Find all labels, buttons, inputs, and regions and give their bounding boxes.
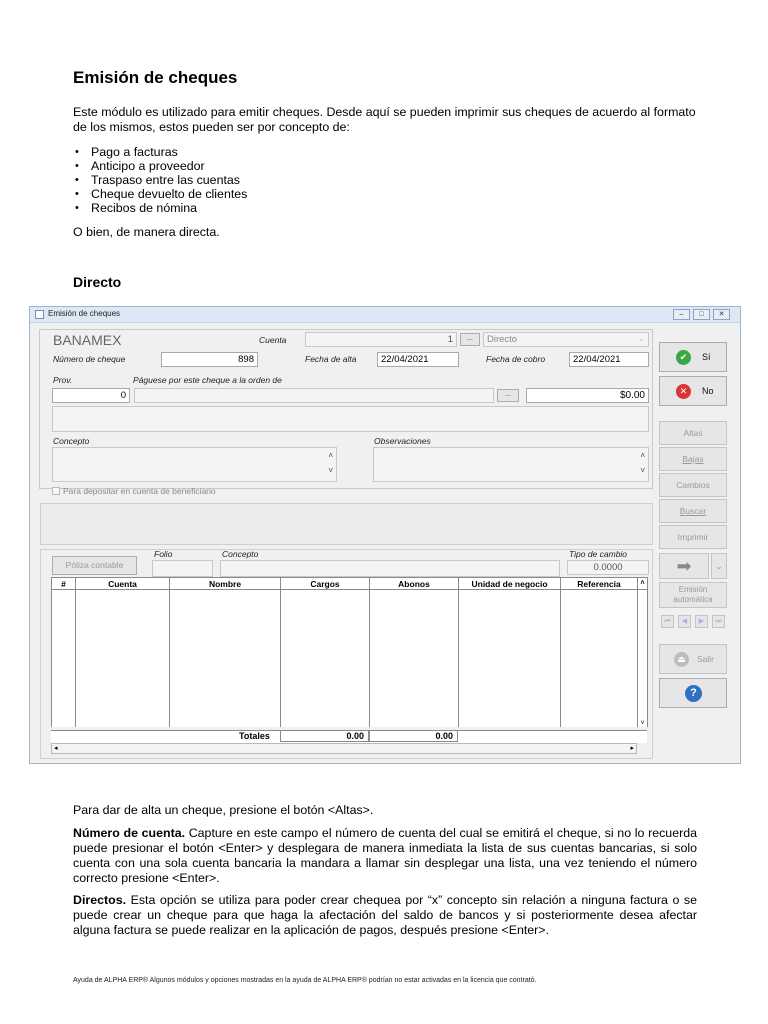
app-icon [35, 310, 44, 319]
total-abonos: 0.00 [369, 730, 458, 742]
chevron-down-icon[interactable]: ⌄ [711, 553, 727, 579]
prev-record-icon[interactable]: ◀ [678, 615, 691, 628]
page-title: Emisión de cheques [73, 68, 238, 87]
numero-cuenta-paragraph [73, 826, 697, 886]
observaciones-label: Observaciones [374, 436, 431, 446]
maximize-icon[interactable]: □ [693, 309, 710, 320]
salir-label: Salir [697, 654, 715, 664]
imprimir-button[interactable]: Imprimir [659, 525, 727, 549]
list-item: • Cheque devuelto de clientes [73, 187, 247, 201]
total-cargos: 0.00 [280, 730, 369, 742]
tipo-select[interactable] [483, 332, 649, 347]
scroll-down-icon[interactable]: ˅ [640, 466, 645, 475]
direct-line: O bien, de manera directa. [73, 225, 220, 239]
list-item: • Pago a facturas [73, 145, 247, 159]
list-item: • Anticipo a proveedor [73, 159, 247, 173]
intro-paragraph: Este módulo es utilizado para emitir cheques. Desde aquí se pueden imprimir sus cheques de acuerdo al formato de los mismos, estos pueden ser por concepto de: [73, 105, 696, 134]
depositar-checkbox[interactable] [52, 487, 60, 495]
info-strip [40, 503, 653, 545]
amount-display: $0.00 [526, 388, 649, 403]
bajas-label: Bajas [682, 454, 704, 464]
concepto-textarea[interactable] [52, 447, 337, 482]
list-item: • Traspaso entre las cuentas [73, 173, 247, 187]
para-alta-paragraph: Para dar de alta un cheque, presione el botón <Altas>. [73, 803, 374, 817]
buscar-label: Buscar [679, 506, 707, 516]
depositar-label: Para depositar en cuenta de beneficiario [63, 486, 216, 496]
fecha-alta-label: Fecha de alta [305, 354, 357, 364]
poliza-grid [51, 577, 648, 727]
last-record-icon[interactable]: ⏭ [712, 615, 725, 628]
col-header[interactable]: Cuenta [76, 578, 170, 590]
chevron-down-icon: ⌄ [638, 334, 645, 343]
folio-label: Folio [154, 549, 173, 559]
amount-words-box [52, 406, 649, 432]
cuenta-label: Cuenta [259, 335, 287, 345]
cheque-window [29, 306, 741, 764]
directos-text: Esta opción se utiliza para poder crear chequea por “x” concepto sin relación a ninguna factura o se puede crear un cheque para que haga la afectación del saldo de bancos y si posteriormente desea afectar alguna factura se puede realizar en la aplicación de pagos, después presione <Enter>. [73, 893, 697, 937]
footer-note: Ayuda de ALPHA ERP® Algunos módulos y opciones mostradas en la ayuda de ALPHA ERP® podrían no estar activadas en la licencia que contrató. [73, 977, 537, 984]
check-icon: ✔ [676, 350, 691, 365]
col-header[interactable]: Cargos [281, 578, 370, 590]
folio-input[interactable] [152, 560, 213, 577]
scroll-down-icon[interactable]: ˅ [328, 466, 333, 475]
no-label: No [702, 386, 714, 396]
numero-cuenta-text: Capture en este campo el número de cuenta del cual se emitirá el cheque, si no lo recuerda puede presionar el botón <Enter> y desplegara de manera inmediata la lista de sus cuentas bancarias, si solo cuenta con una sola cuenta bancaria la mandara a llamar sin desplegar una lista, una vez teniendo el número correcto presione <Enter>. [73, 826, 697, 885]
directos-paragraph [73, 893, 697, 938]
scroll-up-icon[interactable]: ˄ [638, 578, 648, 590]
x-icon: ✕ [676, 384, 691, 399]
col-header[interactable]: Unidad de negocio [459, 578, 561, 590]
list-item: • Recibos de nómina [73, 201, 247, 215]
paguese-label: Páguese por este cheque a la orden de [133, 375, 282, 385]
observaciones-textarea[interactable] [373, 447, 649, 482]
minimize-icon[interactable]: – [673, 309, 690, 320]
altas-button[interactable]: Altas [659, 421, 727, 445]
directos-term: Directos. [73, 893, 127, 907]
title-bar [30, 307, 740, 323]
scroll-down-icon[interactable]: ˅ [638, 590, 648, 727]
cambios-button[interactable]: Cambios [659, 473, 727, 497]
close-icon[interactable]: ✕ [713, 309, 730, 320]
concepto-label: Concepto [53, 436, 90, 446]
col-header[interactable]: Referencia [561, 578, 638, 590]
scroll-up-icon[interactable]: ˄ [328, 451, 333, 460]
fecha-alta-input[interactable]: 22/04/2021 [377, 352, 459, 367]
tipo-value: Directo [487, 334, 518, 345]
emision-automatica-button[interactable]: Emisión automática [659, 582, 727, 608]
prov-label: Prov. [53, 375, 73, 385]
concepto2-input[interactable] [220, 560, 560, 577]
tipo-cambio-input[interactable]: 0.0000 [567, 560, 649, 575]
concept-list [73, 145, 247, 215]
scroll-right-icon[interactable]: ▸ [630, 745, 634, 752]
exit-icon: ⏏ [674, 652, 689, 667]
si-label: Sí [702, 352, 711, 362]
arrow-right-icon[interactable]: ➡ [659, 553, 709, 579]
beneficiario-input[interactable] [134, 388, 494, 403]
bajas-button[interactable] [659, 447, 727, 471]
num-cheque-label: Número de cheque [53, 354, 126, 364]
tipo-cambio-label: Tipo de cambio [569, 549, 628, 559]
scroll-up-icon[interactable]: ˄ [640, 451, 645, 460]
first-record-icon[interactable]: ⏮ [661, 615, 674, 628]
buscar-button[interactable] [659, 499, 727, 523]
col-header[interactable]: Abonos [370, 578, 459, 590]
col-header[interactable]: # [52, 578, 76, 590]
bank-name: BANAMEX [53, 332, 122, 348]
beneficiario-lookup-button[interactable]: ... [497, 389, 519, 402]
cuenta-lookup-button[interactable]: ... [460, 333, 480, 346]
salir-button[interactable] [659, 644, 727, 674]
table-row [52, 590, 648, 727]
no-button[interactable] [659, 376, 727, 406]
scroll-left-icon[interactable]: ◂ [54, 745, 58, 752]
help-button[interactable] [659, 678, 727, 708]
totales-label: Totales [239, 731, 270, 741]
window-title: Emisión de cheques [48, 309, 121, 318]
help-icon: ? [685, 685, 702, 702]
main-panel [39, 329, 653, 759]
section-title: Directo [73, 274, 122, 290]
horizontal-scrollbar[interactable] [51, 743, 637, 754]
fecha-cobro-input[interactable]: 22/04/2021 [569, 352, 649, 367]
si-button[interactable] [659, 342, 727, 372]
concepto2-label: Concepto [222, 549, 259, 559]
cuenta-input[interactable]: 1 [305, 332, 457, 347]
numero-cuenta-term: Número de cuenta. [73, 826, 186, 840]
next-record-icon[interactable]: ▶ [695, 615, 708, 628]
col-header[interactable]: Nombre [170, 578, 281, 590]
poliza-contable-button[interactable]: Póliza contable [52, 556, 137, 575]
num-cheque-input[interactable]: 898 [161, 352, 258, 367]
prov-input[interactable]: 0 [52, 388, 130, 403]
fecha-cobro-label: Fecha de cobro [486, 354, 546, 364]
